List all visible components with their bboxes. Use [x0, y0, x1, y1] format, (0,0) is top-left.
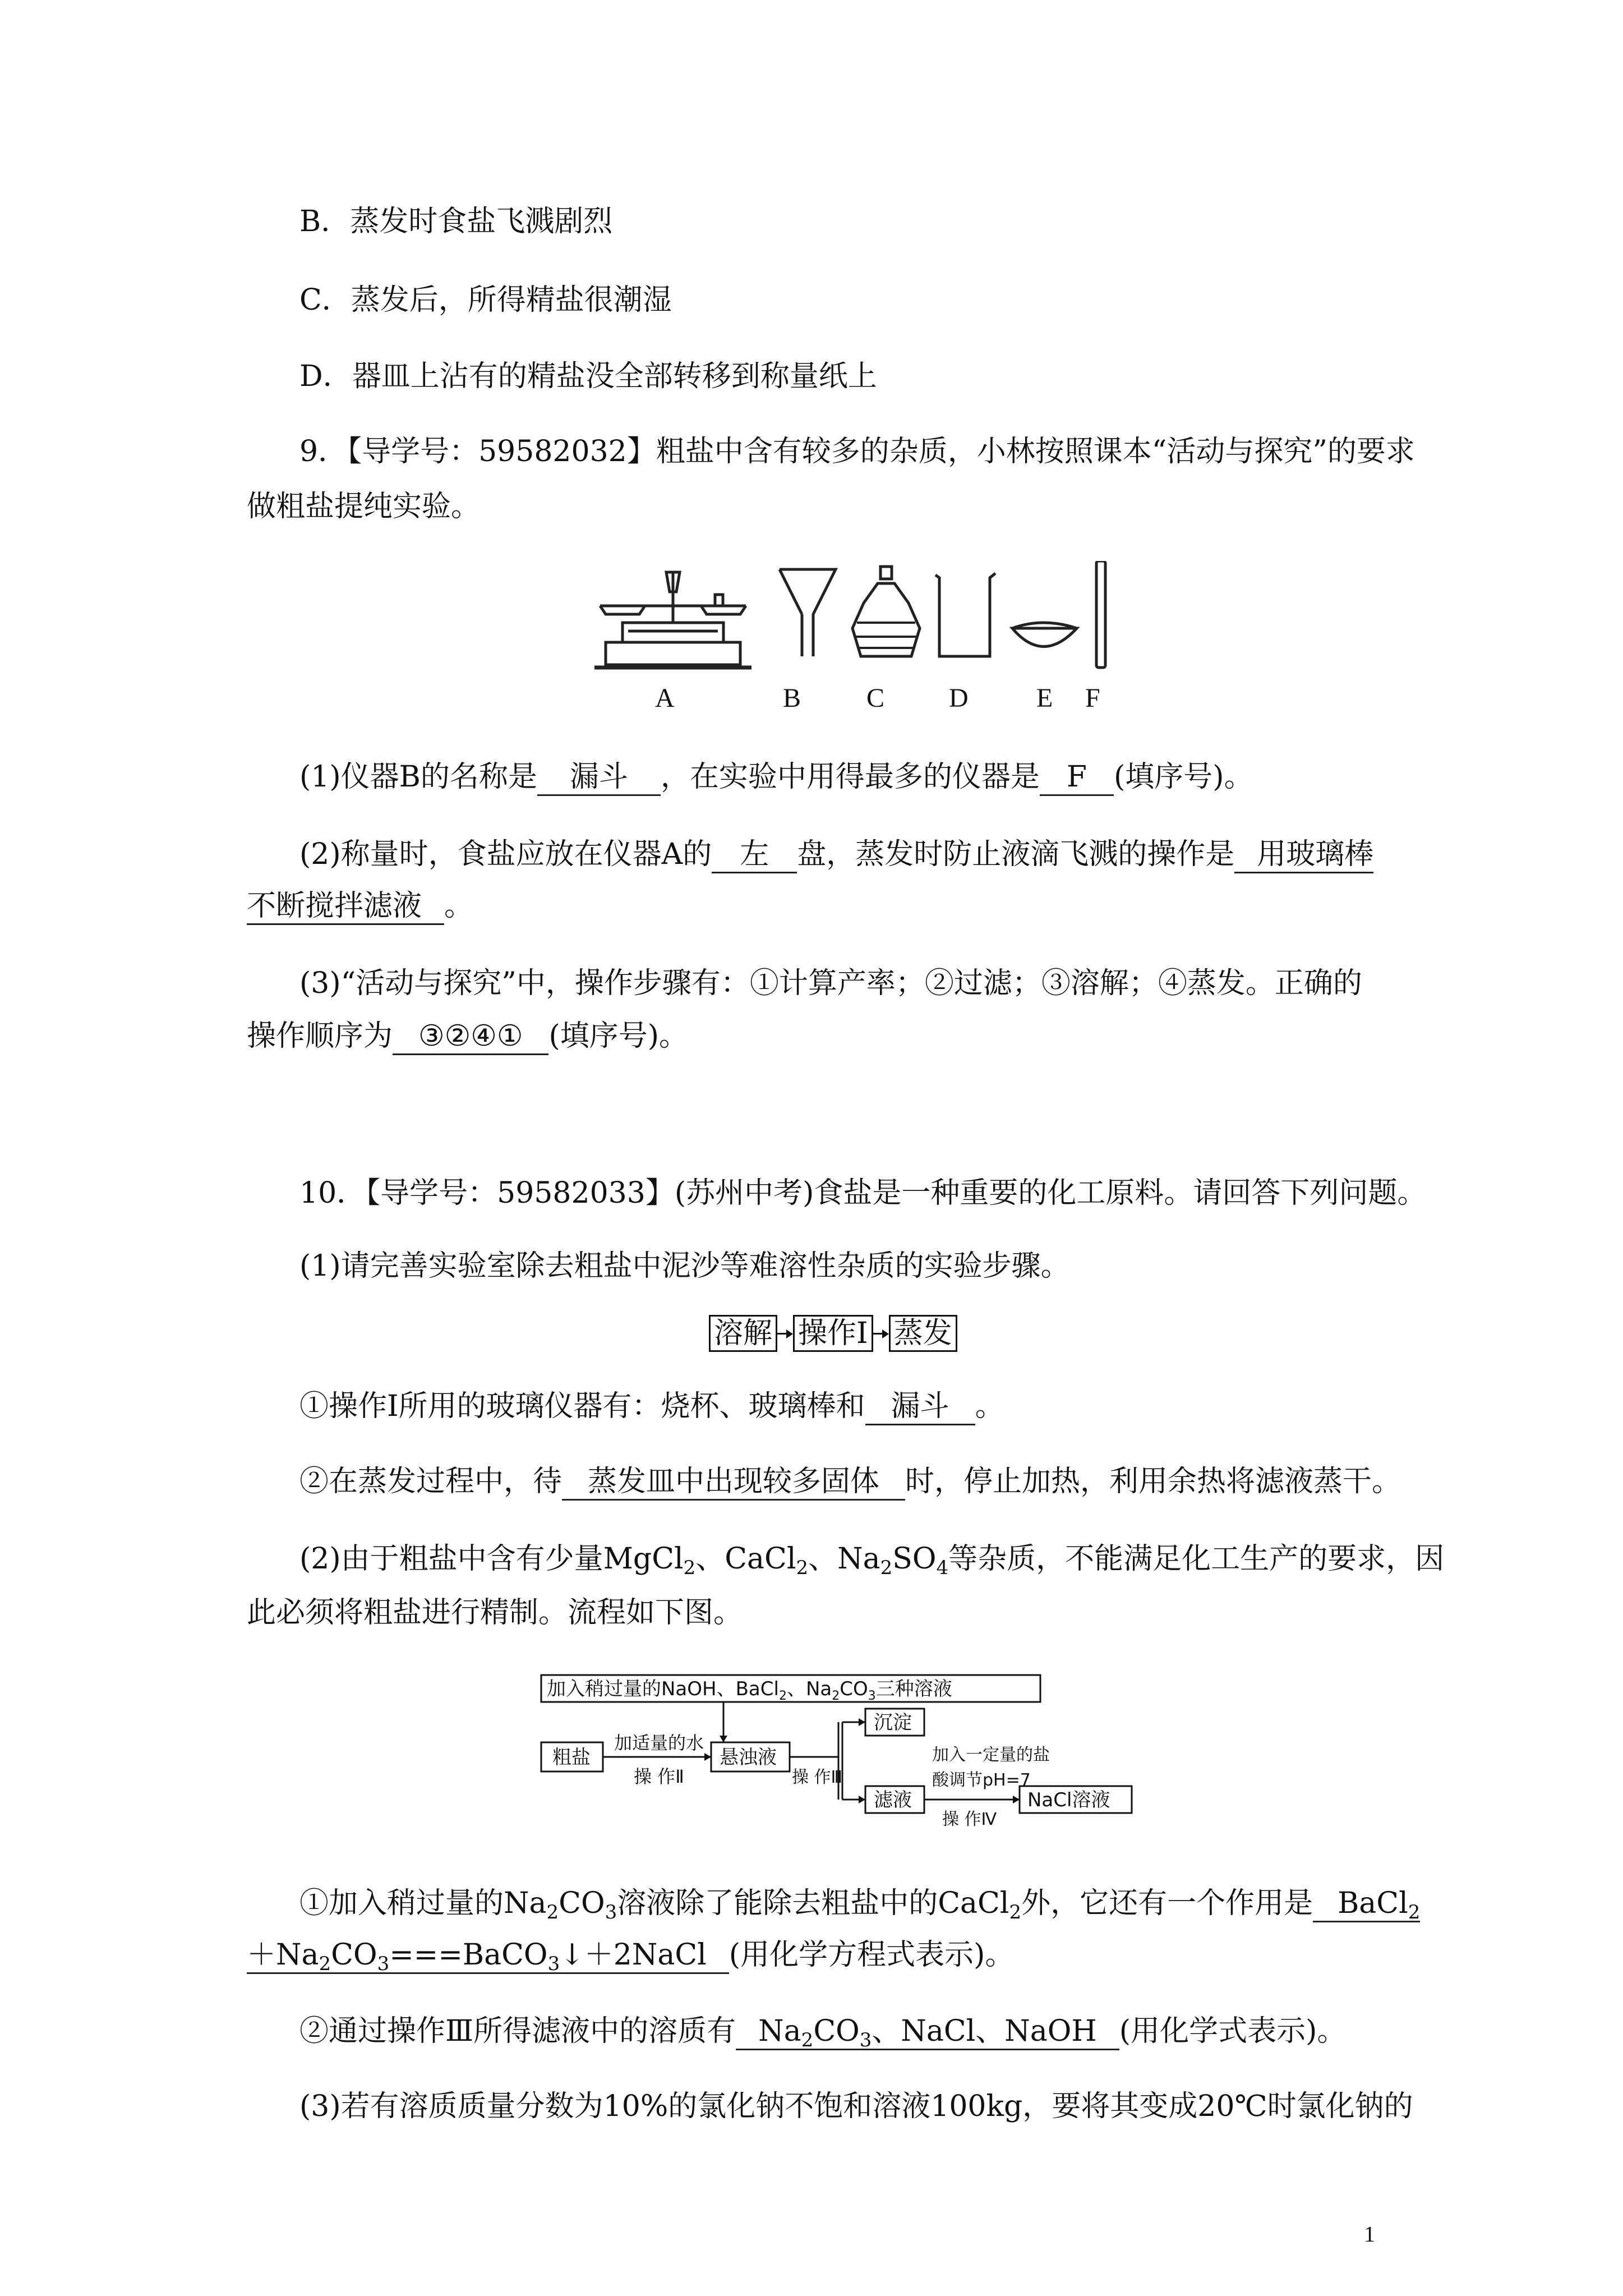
q9-part3-line2 — [247, 1016, 1391, 1056]
answer-text: Na — [758, 2014, 801, 2048]
q9-p1-text-c: (填序号)。 — [1114, 760, 1253, 794]
beaker-icon — [935, 573, 995, 656]
subscript: 2 — [880, 1557, 893, 1579]
option-d: D．器皿上沾有的精盐没全部转移到称量纸上 — [299, 360, 877, 393]
answer-blank — [736, 2014, 1119, 2050]
q9-p1-text-a: (1)仪器B的名称是 — [299, 760, 537, 794]
refining-flowchart — [533, 1671, 1161, 1833]
answer-blank — [247, 1938, 729, 1974]
option-b: B．蒸发时食盐飞溅剧烈 — [299, 205, 613, 238]
q10-part2-line2: 此必须将粗盐进行精制。流程如下图。 — [247, 1596, 743, 1630]
arrow-right-icon — [777, 1317, 793, 1350]
q9-part2-line1 — [299, 835, 1444, 874]
q9-p3-text-b: (填序号)。 — [548, 1019, 689, 1053]
text: 、Na — [808, 1542, 880, 1576]
q10-part1: (1)请完善实验室除去粗盐中泥沙等难溶性杂质的实验步骤。 — [299, 1249, 1070, 1283]
q10-p1i-text-a: ①操作Ⅰ所用的玻璃仪器有：烧杯、玻璃棒和 — [299, 1389, 865, 1423]
text: 外，它还有一个作用是 — [1021, 1887, 1313, 1920]
apparatus-figure — [589, 561, 1116, 673]
flow-step-evaporate: 蒸发 — [889, 1315, 957, 1352]
q10-part1-ii — [299, 1462, 1444, 1501]
label-c: C — [866, 683, 885, 713]
arrow-right-icon — [873, 1317, 889, 1350]
flow-step-dissolve: 溶解 — [709, 1315, 777, 1352]
answer-blank: 不断搅拌滤液 — [247, 889, 444, 925]
q10-p1ii-text-a: ②在蒸发过程中，待 — [299, 1465, 562, 1498]
subscript: 3 — [547, 1953, 560, 1975]
label-b: B — [783, 683, 801, 713]
answer-blank: ③②④① — [393, 1019, 548, 1055]
flow-suspension: 悬浊液 — [720, 1746, 777, 1769]
q9-stem-line2: 做粗盐提纯实验。 — [247, 490, 481, 523]
text: (用化学式表示)。 — [1119, 2014, 1347, 2048]
text: (用化学方程式表示)。 — [728, 1938, 1015, 1972]
subscript: 2 — [319, 1953, 331, 1975]
glass-rod-icon — [1096, 561, 1105, 668]
subscript: 2 — [683, 1557, 696, 1579]
q9-part3-line1: (3)“活动与探究”中，操作步骤有：①计算产率；②过滤；③溶解；④蒸发。正确的 — [299, 967, 1362, 1000]
answer-blank: 用玻璃棒 — [1234, 837, 1373, 873]
q9-p2-text-a: (2)称量时，食盐应放在仪器A的 — [299, 838, 712, 871]
page-number: 1 — [1364, 2221, 1375, 2247]
text: ①加入稍过量的Na — [299, 1887, 547, 1920]
text: 、CaCl — [695, 1542, 796, 1576]
flow-acid-line2: 酸调节pH=7 — [932, 1770, 1031, 1790]
text: (2)由于粗盐中含有少量MgCl — [299, 1542, 684, 1576]
flow-op2-label: 操 作Ⅱ — [634, 1766, 684, 1787]
flow-precipitate: 沉淀 — [874, 1711, 912, 1734]
label-f: F — [1085, 683, 1100, 713]
answer-text: CO — [813, 2014, 860, 2048]
subscript: 3 — [377, 1953, 390, 1975]
q9-p2-text-c: 。 — [444, 889, 474, 923]
text: ②通过操作Ⅲ所得滤液中的溶质有 — [299, 2014, 736, 2048]
answer-text: ＋Na — [247, 1938, 319, 1972]
text: 等杂质，不能满足化工生产的要求，因 — [948, 1542, 1445, 1576]
subscript: 2 — [796, 1557, 809, 1579]
option-c: C．蒸发后，所得精盐很潮湿 — [299, 283, 672, 317]
answer-text: CO — [331, 1938, 377, 1972]
flow-crude-salt: 粗盐 — [552, 1746, 591, 1769]
subscript: 2 — [1408, 1901, 1421, 1924]
q9-p3-text-a: 操作顺序为 — [247, 1019, 393, 1053]
answer-text: ===BaCO — [389, 1938, 548, 1972]
flow-nacl-solution: NaCl溶液 — [1027, 1789, 1110, 1811]
label-e: E — [1036, 683, 1053, 713]
q10-p1ii-text-b: 时，停止加热，利用余热将滤液蒸干。 — [905, 1465, 1401, 1498]
answer-blank: 左 — [712, 837, 797, 873]
q10-p1i-text-b: 。 — [975, 1389, 1004, 1423]
subscript: 3 — [859, 2029, 872, 2051]
text: CO — [559, 1887, 605, 1920]
answer-blank: F — [1040, 760, 1114, 796]
q10-stem: 10．【导学号：59582033】(苏州中考)食盐是一种重要的化工原料。请回答下列问题。 — [299, 1176, 1427, 1210]
answer-blank: 蒸发皿中出现较多固体 — [562, 1464, 905, 1501]
alcohol-lamp-icon — [852, 567, 920, 656]
flow-water-label: 加适量的水 — [614, 1732, 704, 1754]
subscript: 3 — [605, 1901, 617, 1924]
q9-part2-line2 — [247, 886, 1391, 926]
flow-op3-label: 操 作Ⅲ — [792, 1768, 843, 1787]
flow-step-operation-1: 操作Ⅰ — [793, 1315, 873, 1352]
q10-part1-i — [299, 1387, 1444, 1426]
flow-op4-label: 操 作Ⅳ — [942, 1810, 997, 1829]
subscript: 2 — [801, 2029, 814, 2051]
text: SO — [892, 1542, 937, 1576]
flow-acid-line1: 加入一定量的盐 — [932, 1745, 1050, 1765]
subscript: 2 — [546, 1901, 559, 1924]
q10-part2-i-line1 — [299, 1884, 1444, 1923]
funnel-icon — [780, 569, 836, 656]
q9-p2-text-b: 盘，蒸发时防止液滴飞溅的操作是 — [797, 838, 1235, 871]
q10-part2-ii — [299, 2012, 1444, 2051]
q10-part2-line1 — [299, 1539, 1444, 1579]
q9-stem-line1: 9．【导学号：59582032】粗盐中含有较多的杂质，小林按照课本“活动与探究”的要求 — [299, 435, 1415, 468]
evaporating-dish-icon — [1012, 623, 1077, 647]
subscript: 4 — [936, 1557, 949, 1579]
q10-part2-i-line2 — [247, 1935, 1391, 1975]
flow-simple — [709, 1314, 957, 1353]
answer-blank: 漏斗 — [537, 760, 661, 796]
text: 溶液除了能除去粗盐中的CaCl — [617, 1887, 1009, 1920]
q10-part3: (3)若有溶质质量分数为10%的氯化钠不饱和溶液100kg，要将其变成20℃时氯化钠的 — [299, 2090, 1413, 2123]
label-d: D — [949, 683, 969, 713]
q9-p1-text-b: ，在实验中用得最多的仪器是 — [660, 760, 1040, 794]
answer-text: ↓＋2NaCl — [560, 1938, 707, 1972]
balance-icon — [594, 572, 751, 668]
answer-blank: 漏斗 — [865, 1389, 975, 1425]
flow-reagents-label: 加入稍过量的NaOH、BaCl$_2$、$Na_2CO_3$三种溶液 — [547, 1678, 952, 1703]
answer-text: BaCl — [1338, 1887, 1408, 1920]
answer-text: 、NaCl、NaOH — [872, 2014, 1097, 2048]
q9-part1 — [299, 757, 1444, 797]
flow-filtrate: 滤液 — [874, 1789, 912, 1811]
answer-blank — [1313, 1886, 1420, 1922]
subscript: 2 — [1009, 1901, 1022, 1924]
label-a: A — [655, 683, 675, 713]
